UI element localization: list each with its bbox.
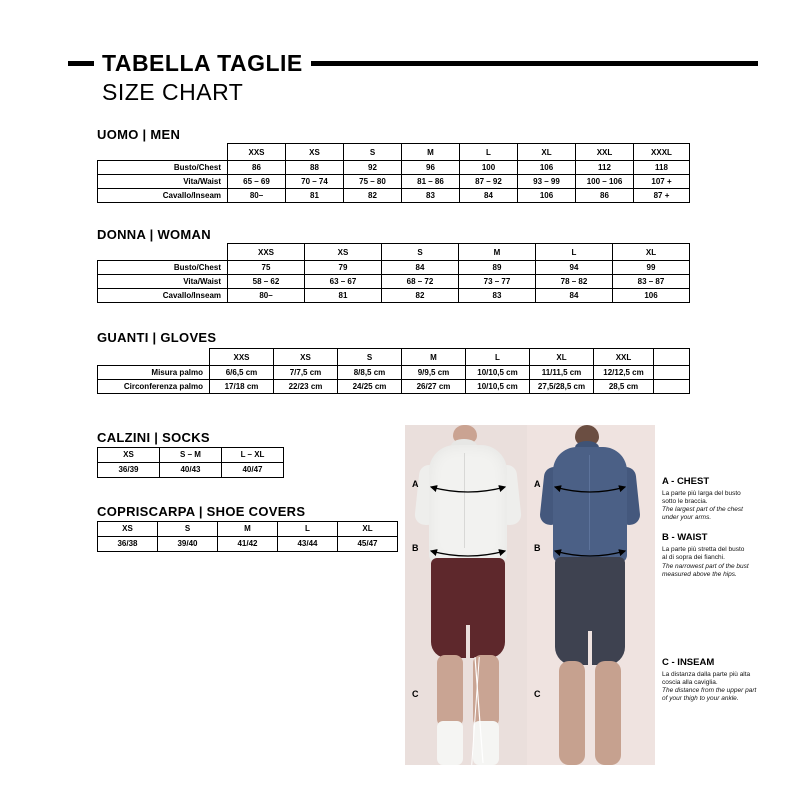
legend-chest-en-1: The largest part of the chest xyxy=(662,506,743,514)
table-men-cell-1-0: 65 – 69 xyxy=(228,175,286,189)
table-row xyxy=(98,261,690,275)
table-shoecovers-cell-4: 45/47 xyxy=(338,537,398,552)
legend-inseam-en-1: The distance from the upper part xyxy=(662,686,757,694)
table-men-cell-0-5: 106 xyxy=(518,161,576,175)
legend-inseam-it-2: coscia alla caviglia. xyxy=(662,678,718,686)
table-gloves-col-5: XL xyxy=(530,349,594,366)
male-sock-right xyxy=(473,721,499,765)
table-gloves-cell-0-2: 8/8,5 cm xyxy=(338,366,402,380)
table-woman-cell-1-5: 83 – 87 xyxy=(613,275,690,289)
table-woman-col-2: S xyxy=(382,244,459,261)
page-header xyxy=(68,50,758,106)
table-shoecovers xyxy=(97,521,398,552)
table-men-col-6: XXL xyxy=(576,144,634,161)
header-rule-left xyxy=(68,61,94,66)
table-gloves-cell-1-0: 17/18 cm xyxy=(210,380,274,394)
table-woman-cell-0-4: 94 xyxy=(536,261,613,275)
table-row xyxy=(98,175,690,189)
female-jersey-zip xyxy=(589,455,590,550)
table-gloves-cell-0-1: 7/7,5 cm xyxy=(274,366,338,380)
table-men-cell-1-7: 107 + xyxy=(634,175,690,189)
legend-item-waist xyxy=(662,532,758,578)
table-socks-header-row xyxy=(98,448,284,463)
legend-inseam-title: C - INSEAM xyxy=(662,656,715,668)
table-woman-col-3: M xyxy=(459,244,536,261)
table-socks-cell-1: 40/43 xyxy=(160,463,222,478)
table-gloves-header-row xyxy=(98,349,690,366)
table-woman-corner xyxy=(98,244,228,261)
table-gloves-cell-1-5: 27,5/28,5 cm xyxy=(530,380,594,394)
table-gloves-col-4: L xyxy=(466,349,530,366)
table-men-col-7: XXXL xyxy=(634,144,690,161)
table-row xyxy=(98,366,690,380)
table-woman-cell-2-5: 106 xyxy=(613,289,690,303)
table-woman-cell-2-0: 80– xyxy=(228,289,305,303)
table-woman-col-4: L xyxy=(536,244,613,261)
table-woman-cell-1-3: 73 – 77 xyxy=(459,275,536,289)
table-woman-cell-2-3: 83 xyxy=(459,289,536,303)
table-men-row-2-label: Cavallo/Inseam xyxy=(98,189,228,203)
marker-male-inseam: C xyxy=(412,689,419,699)
table-men-cell-0-0: 86 xyxy=(228,161,286,175)
table-men-col-3: M xyxy=(402,144,460,161)
table-row xyxy=(98,161,690,175)
table-row xyxy=(98,289,690,303)
table-gloves xyxy=(97,348,690,394)
table-woman-cell-1-2: 68 – 72 xyxy=(382,275,459,289)
legend-chest-it-1: La parte più larga del busto xyxy=(662,489,741,497)
legend-chest-it-2: sotto le braccia. xyxy=(662,498,708,505)
table-men-col-0: XXS xyxy=(228,144,286,161)
table-woman-row-1-label: Vita/Waist xyxy=(98,275,228,289)
header-title-row xyxy=(68,50,758,77)
marker-female-waist: B xyxy=(534,543,541,553)
female-leg-left xyxy=(559,661,585,765)
table-row xyxy=(98,275,690,289)
male-leg-gap xyxy=(466,625,470,659)
table-men-cell-0-4: 100 xyxy=(460,161,518,175)
table-men-cell-1-4: 87 – 92 xyxy=(460,175,518,189)
table-gloves-row-1-label: Circonferenza palmo xyxy=(98,380,210,394)
table-row xyxy=(98,380,690,394)
table-woman-col-1: XS xyxy=(305,244,382,261)
male-jersey xyxy=(429,445,507,563)
section-title-gloves: GUANTI | GLOVES xyxy=(97,330,217,345)
table-men-cell-2-4: 84 xyxy=(460,189,518,203)
table-socks xyxy=(97,447,284,478)
table-gloves-col-3: M xyxy=(402,349,466,366)
legend-waist-en-2: measured above the hips. xyxy=(662,570,737,578)
female-leg-right xyxy=(595,661,621,765)
table-woman xyxy=(97,243,690,303)
table-gloves-cell-0-5: 11/11,5 cm xyxy=(530,366,594,380)
table-row xyxy=(98,189,690,203)
header-rule-right xyxy=(311,61,758,66)
female-leg-gap xyxy=(588,631,592,667)
table-men-cell-0-1: 88 xyxy=(286,161,344,175)
table-men-col-5: XL xyxy=(518,144,576,161)
legend-waist-title: B - WAIST xyxy=(662,532,708,544)
table-gloves-corner xyxy=(98,349,210,366)
page-title-it: TABELLA TAGLIE xyxy=(102,50,303,76)
section-title-woman: DONNA | WOMAN xyxy=(97,227,211,242)
table-shoecovers-col-3: L xyxy=(278,522,338,537)
table-woman-cell-0-2: 84 xyxy=(382,261,459,275)
section-title-shoecovers: COPRISCARPA | SHOE COVERS xyxy=(97,504,306,519)
table-socks-cell-0: 36/39 xyxy=(98,463,160,478)
female-jersey xyxy=(553,447,627,563)
table-shoecovers-col-2: M xyxy=(218,522,278,537)
measurement-legend xyxy=(662,476,758,713)
table-men-cell-0-7: 118 xyxy=(634,161,690,175)
table-gloves-col-6: XXL xyxy=(594,349,654,366)
table-woman-col-0: XXS xyxy=(228,244,305,261)
table-gloves-cell-1-6: 28,5 cm xyxy=(594,380,654,394)
table-gloves-col-0: XXS xyxy=(210,349,274,366)
table-men-row-1-label: Vita/Waist xyxy=(98,175,228,189)
table-men-col-1: XS xyxy=(286,144,344,161)
table-socks-col-2: L – XL xyxy=(222,448,284,463)
table-woman-cell-2-2: 82 xyxy=(382,289,459,303)
table-men-cell-0-6: 112 xyxy=(576,161,634,175)
table-woman-row-0-label: Busto/Chest xyxy=(98,261,228,275)
male-sock-left xyxy=(437,721,463,765)
table-men-cell-2-3: 83 xyxy=(402,189,460,203)
table-socks-col-1: S – M xyxy=(160,448,222,463)
table-gloves-row-0-label: Misura palmo xyxy=(98,366,210,380)
table-gloves-col-2: S xyxy=(338,349,402,366)
table-woman-col-5: XL xyxy=(613,244,690,261)
table-woman-cell-0-0: 75 xyxy=(228,261,305,275)
table-men-cell-2-2: 82 xyxy=(344,189,402,203)
table-shoecovers-col-1: S xyxy=(158,522,218,537)
table-men-col-4: L xyxy=(460,144,518,161)
table-woman-cell-1-0: 58 – 62 xyxy=(228,275,305,289)
table-gloves-cell-1-4: 10/10,5 cm xyxy=(466,380,530,394)
legend-inseam-en-2: of your thigh to your ankle. xyxy=(662,695,739,702)
marker-male-waist: B xyxy=(412,543,419,553)
table-socks-cell-2: 40/47 xyxy=(222,463,284,478)
table-gloves-col-7 xyxy=(654,349,690,366)
table-gloves-cell-1-2: 24/25 cm xyxy=(338,380,402,394)
table-men-cell-0-2: 92 xyxy=(344,161,402,175)
table-gloves-cell-0-6: 12/12,5 cm xyxy=(594,366,654,380)
table-gloves-cell-0-3: 9/9,5 cm xyxy=(402,366,466,380)
marker-female-chest: A xyxy=(534,479,541,489)
table-gloves-col-1: XS xyxy=(274,349,338,366)
table-shoecovers-cell-0: 36/38 xyxy=(98,537,158,552)
table-woman-cell-2-1: 81 xyxy=(305,289,382,303)
table-men-row-0-label: Busto/Chest xyxy=(98,161,228,175)
table-men-cell-1-6: 100 – 106 xyxy=(576,175,634,189)
table-men-cell-0-3: 96 xyxy=(402,161,460,175)
male-leg-left xyxy=(437,655,463,727)
marker-male-chest: A xyxy=(412,479,419,489)
section-title-socks: CALZINI | SOCKS xyxy=(97,430,210,445)
table-woman-row-2-label: Cavallo/Inseam xyxy=(98,289,228,303)
table-woman-cell-1-4: 78 – 82 xyxy=(536,275,613,289)
table-shoecovers-cell-3: 43/44 xyxy=(278,537,338,552)
table-woman-header-row xyxy=(98,244,690,261)
table-gloves-cell-0-7 xyxy=(654,366,690,380)
table-men-cell-2-5: 106 xyxy=(518,189,576,203)
marker-female-inseam: C xyxy=(534,689,541,699)
table-shoecovers-header-row xyxy=(98,522,398,537)
table-shoecovers-cell-2: 41/42 xyxy=(218,537,278,552)
legend-waist-it-2: al di sopra dei fianchi. xyxy=(662,554,725,562)
table-men-cell-1-3: 81 – 86 xyxy=(402,175,460,189)
table-men-cell-2-6: 86 xyxy=(576,189,634,203)
table-gloves-cell-1-7 xyxy=(654,380,690,394)
table-woman-cell-2-4: 84 xyxy=(536,289,613,303)
table-row xyxy=(98,537,398,552)
table-men-cell-2-7: 87 + xyxy=(634,189,690,203)
table-men-cell-2-1: 81 xyxy=(286,189,344,203)
table-row xyxy=(98,463,284,478)
legend-chest-title: A - CHEST xyxy=(662,476,710,487)
table-woman-cell-0-5: 99 xyxy=(613,261,690,275)
table-men-cell-1-2: 75 – 80 xyxy=(344,175,402,189)
table-shoecovers-cell-1: 39/40 xyxy=(158,537,218,552)
table-men-corner xyxy=(98,144,228,161)
legend-item-chest xyxy=(662,476,758,522)
legend-inseam-it-1: La distanza dalla parte più alta xyxy=(662,670,751,678)
table-woman-cell-0-3: 89 xyxy=(459,261,536,275)
table-gloves-cell-1-3: 26/27 cm xyxy=(402,380,466,394)
table-men-cell-1-5: 93 – 99 xyxy=(518,175,576,189)
male-jersey-zip xyxy=(464,453,465,548)
table-gloves-cell-1-1: 22/23 cm xyxy=(274,380,338,394)
table-men-cell-2-0: 80– xyxy=(228,189,286,203)
page-title-en: SIZE CHART xyxy=(102,79,244,105)
table-woman-cell-1-1: 63 – 67 xyxy=(305,275,382,289)
table-men-cell-1-1: 70 – 74 xyxy=(286,175,344,189)
legend-item-inseam xyxy=(662,657,758,703)
table-socks-col-0: XS xyxy=(98,448,160,463)
legend-chest-en-2: under your arms. xyxy=(662,514,712,522)
table-men-col-2: S xyxy=(344,144,402,161)
section-title-men: UOMO | MEN xyxy=(97,127,181,142)
table-men xyxy=(97,143,690,203)
legend-waist-it-1: La parte più stretta del busto xyxy=(662,546,745,554)
table-woman-cell-0-1: 79 xyxy=(305,261,382,275)
table-shoecovers-col-0: XS xyxy=(98,522,158,537)
table-shoecovers-col-4: XL xyxy=(338,522,398,537)
table-gloves-cell-0-4: 10/10,5 cm xyxy=(466,366,530,380)
legend-waist-en-1: The narrowest part of the bust xyxy=(662,562,749,570)
table-men-header-row xyxy=(98,144,690,161)
table-gloves-cell-0-0: 6/6,5 cm xyxy=(210,366,274,380)
